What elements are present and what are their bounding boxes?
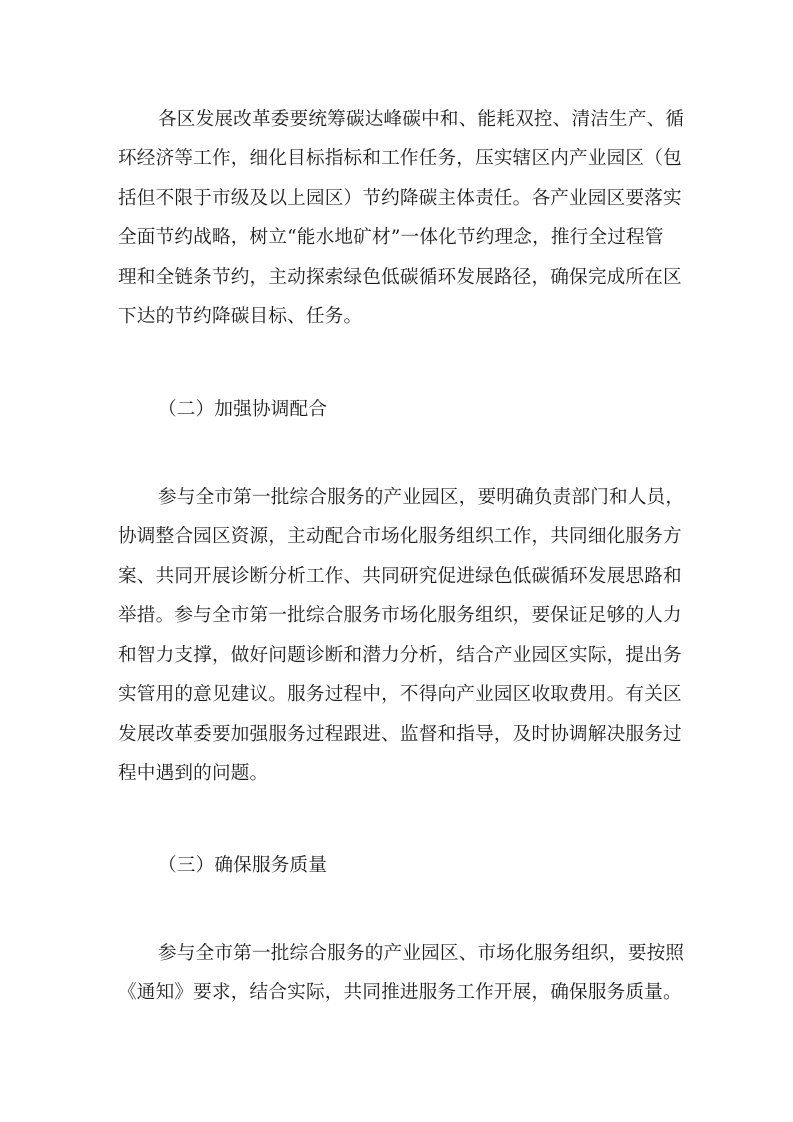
- text-line: 环经济等工作，细化目标指标和工作任务，压实辖区内产业园区（包: [118, 148, 682, 169]
- text-line: 案、共同开展诊断分析工作、共同研究促进绿色低碳循环发展思路和: [118, 566, 682, 587]
- text-line: 发展改革委要加强服务过程跟进、监督和指导，及时协调解决服务过: [118, 724, 682, 745]
- text-line: 程中遇到的问题。: [118, 763, 269, 784]
- text-line: 实管用的意见建议。服务过程中，不得向产业园区收取费用。有关区: [118, 684, 682, 705]
- section-heading: （三）确保服务质量: [158, 855, 328, 876]
- text-line: 协调整合园区资源，主动配合市场化服务组织工作，共同细化服务方: [118, 526, 682, 547]
- text-line: 参与全市第一批综合服务的产业园区，要明确负责部门和人员，: [158, 487, 685, 508]
- text-line: 参与全市第一批综合服务的产业园区、市场化服务组织，要按照: [158, 943, 685, 964]
- text-line: 下达的节约降碳目标、任务。: [118, 306, 363, 327]
- text-line: 和智力支撑，做好问题诊断和潜力分析，结合产业园区实际，提出务: [118, 645, 682, 666]
- text-line: 《通知》要求，结合实际，共同推进服务工作开展，确保服务质量。: [118, 982, 682, 1003]
- text-line: 各区发展改革委要统筹碳达峰碳中和、能耗双控、清洁生产、循: [158, 109, 685, 130]
- text-line: 理和全链条节约，主动探索绿色低碳循环发展路径，确保完成所在区: [118, 267, 682, 288]
- section-heading: （二）加强协调配合: [158, 399, 328, 420]
- text-line: 举措。参与全市第一批综合服务市场化服务组织，要保证足够的人力: [118, 605, 682, 626]
- text-line: 全面节约战略，树立“能水地矿材”一体化节约理念，推行全过程管: [118, 227, 664, 248]
- text-line: 括但不限于市级及以上园区）节约降碳主体责任。各产业园区要落实: [118, 188, 682, 209]
